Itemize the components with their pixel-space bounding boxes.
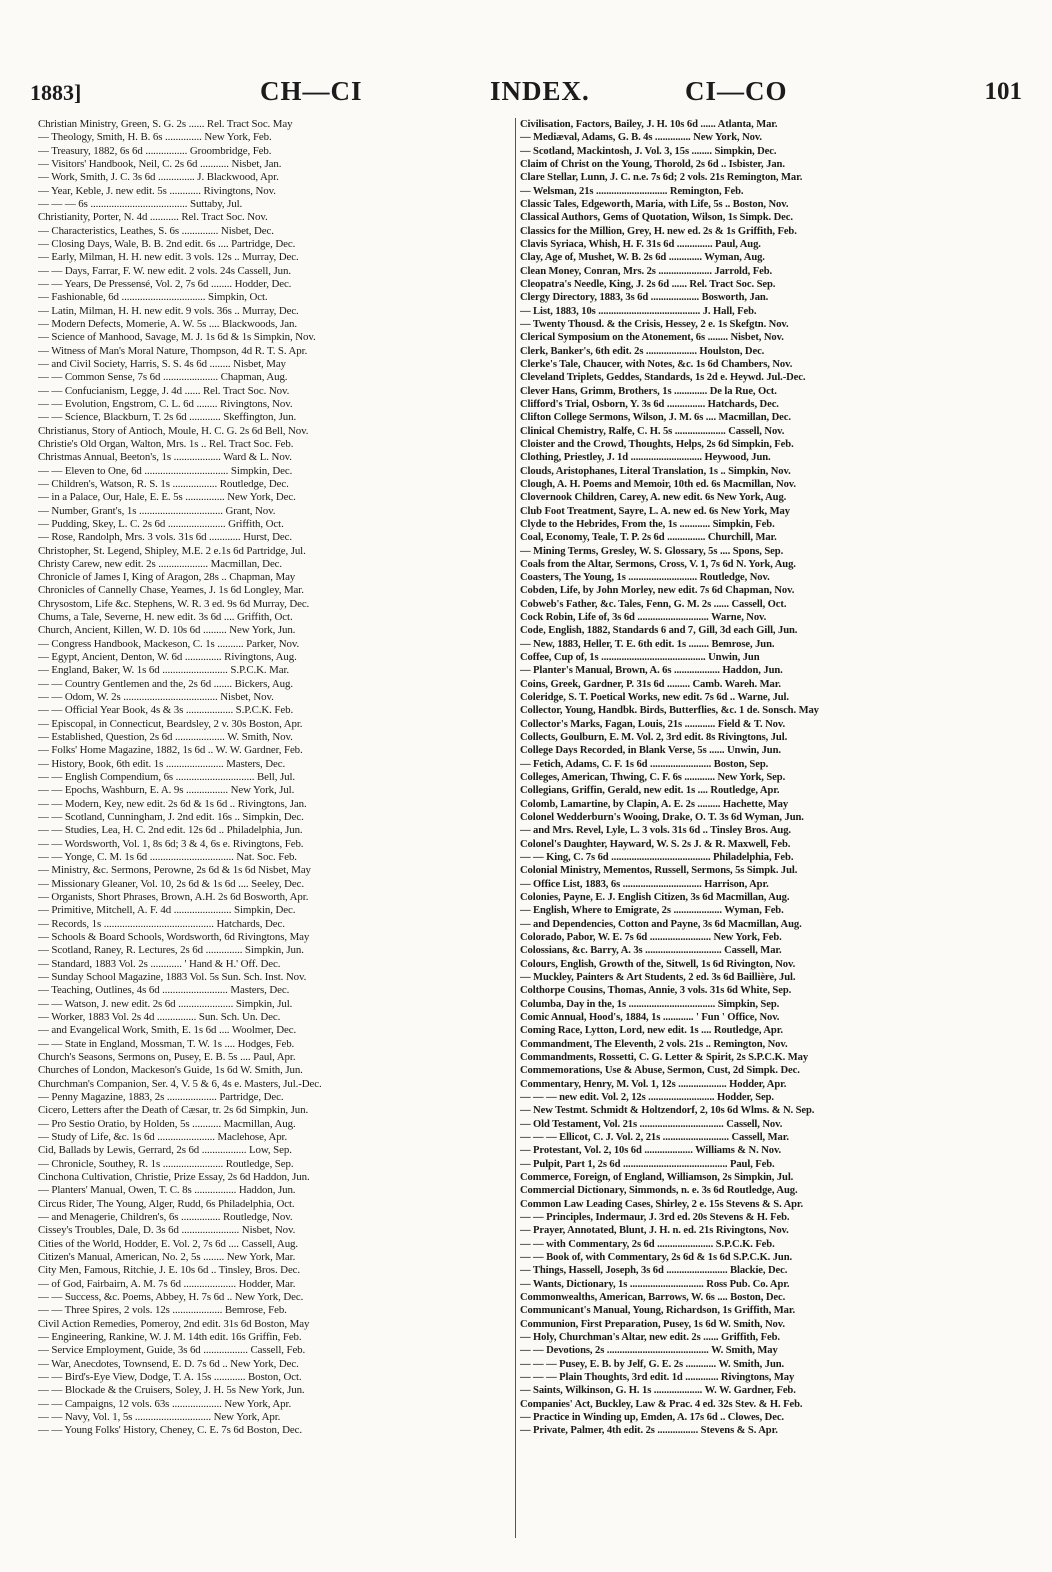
index-entry: Clinical Chemistry, Ralfe, C. H. 5s .................... Cassell, Nov.: [520, 425, 785, 437]
index-entry: — Prayer, Annotated, Blunt, J. H. n. ed. 21s Rivingtons, Nov.: [520, 1225, 789, 1237]
index-entry: — Twenty Thousd. & the Crisis, Hessey, 2 e. 1s Skefgtn. Nov.: [520, 318, 789, 330]
index-entry: — — — Ellicot, C. J. Vol. 2, 21s .......................... Cassell, Mar.: [520, 1131, 789, 1143]
index-entry: Colonel's Daughter, Hayward, W. S. 2s J. & R. Maxwell, Feb.: [520, 838, 791, 850]
index-entry: Chronicle of James I, King of Aragon, 28s .. Chapman, May: [38, 571, 296, 584]
index-entry: Christie's Old Organ, Walton, Mrs. 1s .. Rel. Tract Soc. Feb.: [38, 437, 294, 450]
index-entry: — English, Where to Emigrate, 2s ................... Wyman, Feb.: [520, 905, 784, 917]
index-entry: Cinchona Cultivation, Christie, Prize Essay, 2s 6d Haddon, Jun.: [38, 1170, 310, 1183]
index-entry: — — Watson, J. new edit. 2s 6d ..................... Simpkin, Jul.: [38, 997, 293, 1010]
index-entry: Columba, Day in the, 1s .................................. Simpkin, Sep.: [520, 998, 780, 1010]
index-entry: Coleridge, S. T. Poetical Works, new edit. 7s 6d .. Warne, Jul.: [520, 692, 789, 704]
index-entry: — Old Testament, Vol. 21s ................................. Cassell, Nov.: [520, 1118, 783, 1130]
index-entry: — Mediæval, Adams, G. B. 4s .............. New York, Nov.: [520, 132, 762, 144]
index-entry: — Work, Smith, J. C. 3s 6d .............. J. Blackwood, Apr.: [38, 171, 279, 184]
index-entry: Commandments, Rossetti, C. G. Letter & Spirit, 2s S.P.C.K. May: [520, 1051, 809, 1063]
index-entry: — Standard, 1883 Vol. 2s ............ ' Hand & H.' Off. Dec.: [38, 957, 281, 970]
index-entry: Commerce, Foreign, of England, Williamson, 2s Simpkin, Jul.: [520, 1171, 794, 1183]
index-entry: Colomb, Lamartine, by Clapin, A. E. 2s ......... Hachette, May: [520, 798, 789, 810]
index-entry: — Saints, Wilkinson, G. H. 1s ................... W. W. Gardner, Feb.: [520, 1385, 796, 1397]
index-entry: Clean Money, Conran, Mrs. 2s ..................... Jarrold, Feb.: [520, 265, 773, 277]
index-entry: Citizen's Manual, American, No. 2, 5s ........ New York, Mar.: [38, 1250, 296, 1263]
index-entry: — Pro Sestio Oratio, by Holden, 5s ........... Macmillan, Aug.: [38, 1117, 296, 1130]
index-entry: — — Official Year Book, 4s & 3s .................. S.P.C.K. Feb.: [38, 704, 294, 717]
index-entry: — Scotland, Raney, R. Lectures, 2s 6d .............. Simpkin, Jun.: [38, 944, 304, 957]
index-entry: Communion, First Preparation, Pusey, 1s 6d W. Smith, Nov.: [520, 1318, 785, 1330]
index-entry: Coming Race, Lytton, Lord, new edit. 1s .... Routledge, Apr.: [520, 1025, 783, 1037]
index-entry: Cloister and the Crowd, Thoughts, Helps, 2s 6d Simpkin, Feb.: [520, 438, 794, 450]
index-entry: — Primitive, Mitchell, A. F. 4d ...................... Simpkin, Dec.: [38, 904, 296, 917]
index-entry: Commandment, The Eleventh, 2 vols. 21s .. Remington, Nov.: [520, 1038, 788, 1050]
index-entry: — Witness of Man's Moral Nature, Thompson, 4d R. T. S. Apr.: [38, 344, 308, 357]
index-entry: — Fashionable, 6d ................................ Simpkin, Oct.: [38, 291, 268, 304]
index-entry: — and Menagerie, Children's, 6s ............... Routledge, Nov.: [38, 1210, 293, 1223]
index-entry: — — Confucianism, Legge, J. 4d ...... Rel. Tract Soc. Nov.: [38, 384, 290, 397]
index-entry: Cobden, Life, by John Morley, new edit. 7s 6d Chapman, Nov.: [520, 585, 795, 597]
index-entry: Clough, A. H. Poems and Memoir, 10th ed. 6s Macmillan, Nov.: [520, 478, 796, 490]
index-entry: Colleges, American, Thwing, C. F. 6s ............ New York, Sep.: [520, 772, 786, 784]
left-range-label: CH—CI: [260, 76, 363, 106]
index-entry: — Pudding, Skey, L. C. 2s 6d ...................... Griffith, Oct.: [38, 517, 284, 530]
index-entry: Clare Stellar, Lunn, J. C. n.e. 7s 6d; 2 vols. 21s Remington, Mar.: [520, 172, 803, 184]
index-entry: — — Eleven to One, 6d ................................ Simpkin, Dec.: [38, 464, 293, 477]
index-entry: — Office List, 1883, 6s ............................... Harrison, Apr.: [520, 878, 769, 890]
index-entry: — — Success, &c. Poems, Abbey, H. 7s 6d .. New York, Dec.: [38, 1290, 304, 1303]
index-entry: Cobweb's Father, &c. Tales, Fenn, G. M. 2s ...... Cassell, Oct.: [520, 598, 787, 610]
index-entry: Clay, Age of, Mushet, W. B. 2s 6d ............. Wyman, Aug.: [520, 252, 765, 264]
index-entry: Collegians, Griffin, Gerald, new edit. 1s .... Routledge, Apr.: [520, 785, 780, 797]
index-entry: — Things, Hassell, Joseph, 3s 6d ........................ Blackie, Dec.: [520, 1265, 788, 1277]
index-entry: Chums, a Tale, Severne, H. new edit. 3s 6d .... Griffith, Oct.: [38, 611, 293, 624]
index-entry: — — Odom, W. 2s .................................... Nisbet, Nov.: [38, 691, 274, 704]
index-entry: — Egypt, Ancient, Denton, W. 6d .............. Rivingtons, Aug.: [38, 651, 297, 664]
index-entry: — — Evolution, Engstrom, C. L. 6d ........ Rivingtons, Nov.: [38, 397, 293, 410]
index-entry: Claim of Christ on the Young, Thorold, 2s 6d .. Isbister, Jan.: [520, 158, 785, 170]
index-entry: — and Dependencies, Cotton and Payne, 3s 6d Macmillan, Aug.: [520, 918, 802, 930]
index-entry: — Early, Milman, H. H. new edit. 3 vols. 12s .. Murray, Dec.: [38, 251, 299, 264]
index-entry: — Year, Keble, J. new edit. 5s ............ Rivingtons, Nov.: [38, 184, 276, 197]
index-entry: — Number, Grant's, 1s ................................ Grant, Nov.: [38, 504, 276, 517]
index-entry: Cid, Ballads by Lewis, Gerrard, 2s 6d ................. Low, Sep.: [38, 1144, 292, 1157]
index-entry: — — Scotland, Cunningham, J. 2nd edit. 16s .. Simpkin, Dec.: [38, 811, 304, 824]
index-entry: Coals from the Altar, Sermons, Cross, V. 1, 7s 6d N. York, Aug.: [520, 558, 796, 570]
index-entry: Cleopatra's Needle, King, J. 2s 6d ...... Rel. Tract Soc. Sep.: [520, 278, 776, 290]
index-entry: Code, English, 1882, Standards 6 and 7, Gill, 3d each Gill, Jun.: [520, 625, 798, 637]
index-entry: — War, Anecdotes, Townsend, E. D. 7s 6d .. New York, Dec.: [38, 1357, 299, 1370]
index-entry: Clerical Symposium on the Atonement, 6s ........ Nisbet, Nov.: [520, 332, 784, 344]
index-entry: — in a Palace, Our, Hale, E. E. 5s ............... New York, Dec.: [38, 491, 296, 504]
index-entry: Christmas Annual, Beeton's, 1s .................. Ward & L. Nov.: [38, 451, 292, 464]
index-entry: — Sunday School Magazine, 1883 Vol. 5s Sun. Sch. Inst. Nov.: [38, 971, 307, 983]
index-entry: — Congress Handbook, Mackeson, C. 1s .......... Parker, Nov.: [38, 637, 300, 650]
index-entry: Communicant's Manual, Young, Richardson, 1s Griffith, Mar.: [520, 1305, 796, 1317]
index-entry: — — King, C. 7s 6d ....................................... Philadelphia, Feb.: [520, 852, 794, 864]
index-entry: — — — new edit. Vol. 2, 12s .......................... Hodder, Sep.: [520, 1091, 774, 1103]
index-entry: — England, Baker, W. 1s 6d ......................... S.P.C.K. Mar.: [38, 664, 290, 677]
index-entry: Colonial Ministry, Mementos, Russell, Sermons, 5s Simpk. Jul.: [520, 865, 798, 877]
index-entry: — Teaching, Outlines, 4s 6d ......................... Masters, Dec.: [38, 984, 290, 997]
index-entry: Cleveland Triplets, Geddes, Standards, 1s 2d e. Heywd. Jul.-Dec.: [520, 372, 806, 384]
index-entry: Commercial Dictionary, Simmonds, n. e. 3s 6d Routledge, Aug.: [520, 1185, 798, 1197]
index-entry: — — Country Gentlemen and the, 2s 6d ....... Bickers, Aug.: [38, 677, 293, 690]
index-entry: — Established, Question, 2s 6d ................... W. Smith, Nov.: [38, 731, 293, 744]
index-entry: — Episcopal, in Connecticut, Beardsley, 2 v. 30s Boston, Apr.: [38, 717, 303, 730]
index-entry: — Missionary Gleaner, Vol. 10, 2s 6d & 1s 6d .... Seeley, Dec.: [38, 877, 305, 890]
index-entry: — Study of Life, &c. 1s 6d ...................... Maclehose, Apr.: [38, 1130, 288, 1143]
index-entry: College Days Recorded, in Blank Verse, 5s ...... Unwin, Jun.: [520, 745, 781, 757]
index-entry: Clergy Directory, 1883, 3s 6d ................... Bosworth, Jan.: [520, 292, 769, 304]
index-entry: Classics for the Million, Grey, H. new ed. 2s & 1s Griffith, Feb.: [520, 225, 797, 237]
index-entry: — — Navy, Vol. 1, 5s ............................. New York, Apr.: [38, 1410, 281, 1423]
index-entry: — Planter's Manual, Brown, A. 6s .................. Haddon, Jun.: [520, 665, 783, 677]
index-entry: — — Science, Blackburn, T. 2s 6d ............ Skeffington, Jun.: [38, 411, 297, 424]
right-index-column: [520, 118, 1020, 1538]
index-entry: — Planters' Manual, Owen, T. C. 8s ................ Haddon, Jun.: [38, 1184, 296, 1197]
index-entry: — Chronicle, Southey, R. 1s ....................... Routledge, Sep.: [38, 1157, 294, 1170]
index-entry: — Latin, Milman, H. H. new edit. 9 vols. 36s .. Murray, Dec.: [38, 304, 299, 317]
index-entry: Coasters, The Young, 1s ........................... Routledge, Nov.: [520, 572, 770, 584]
index-entry: — Characteristics, Leathes, S. 6s .............. Nisbet, Dec.: [38, 224, 274, 237]
index-entry: — — Blockade & the Cruisers, Soley, J. H. 5s New York, Jun.: [38, 1384, 305, 1397]
index-entry: — Wants, Dictionary, 1s ............................. Ross Pub. Co. Apr.: [520, 1278, 790, 1290]
index-entry: Clerk, Banker's, 6th edit. 2s .................... Houlston, Dec.: [520, 345, 765, 357]
index-entry: — History, Book, 6th edit. 1s ...................... Masters, Dec.: [38, 757, 286, 770]
index-entry: — — — 6s ..................................... Suttaby, Jul.: [38, 197, 243, 210]
index-entry: Collects, Goulburn, E. M. Vol. 2, 3rd edit. 8s Rivingtons, Jul.: [520, 732, 788, 744]
index-entry: Commemorations, Use & Abuse, Sermon, Cust, 2d Simpk. Dec.: [520, 1065, 800, 1077]
index-entry: Cissey's Troubles, Dale, D. 3s 6d ...................... Nisbet, Nov.: [38, 1224, 296, 1237]
index-entry: Churches of London, Mackeson's Guide, 1s 6d W. Smith, Jun.: [38, 1064, 303, 1077]
index-entry: Colossians, &c. Barry, A. 3s .............................. Cassell, Mar.: [520, 945, 782, 957]
index-entry: Clifton College Sermons, Wilson, J. M. 6s .... Macmillan, Dec.: [520, 412, 791, 424]
index-entry: Commonwealths, American, Barrows, W. 6s .... Boston, Dec.: [520, 1291, 786, 1303]
index-entry: — Scotland, Mackintosh, J. Vol. 3, 15s ........ Simpkin, Dec.: [520, 145, 777, 157]
index-entry: Colours, English, Growth of the, Sitwell, 1s 6d Rivington, Nov.: [520, 958, 796, 970]
index-entry: Clothing, Priestley, J. 1d ............................ Heywood, Jun.: [520, 452, 771, 464]
index-entry: — Mining Terms, Gresley, W. S. Glossary, 5s .... Spons, Sep.: [520, 545, 784, 557]
index-entry: Christianus, Story of Antioch, Moule, H. C. G. 2s 6d Bell, Nov.: [38, 424, 309, 437]
index-entry: Church, Ancient, Killen, W. D. 10s 6d ......... New York, Jun.: [38, 624, 296, 637]
index-entry: Coffee, Cup of, 1s ......................................... Unwin, Jun: [520, 652, 760, 664]
index-entry: Clyde to the Hebrides, From the, 1s ............ Simpkin, Feb.: [520, 518, 775, 530]
index-entry: Church's Seasons, Sermons on, Pusey, E. B. 5s .... Paul, Apr.: [38, 1050, 296, 1063]
index-entry: — Children's, Watson, R. S. 1s ................. Routledge, Dec.: [38, 477, 289, 490]
index-entry: — — Young Folks' History, Cheney, C. E. 7s 6d Boston, Dec.: [38, 1424, 303, 1437]
index-entry: — — Epochs, Washburn, E. A. 9s ................ New York, Jul.: [38, 784, 295, 797]
index-entry: Christopher, St. Legend, Shipley, M.E. 2 e.1s 6d Partridge, Jul.: [38, 544, 306, 557]
index-entry: — — Days, Farrar, F. W. new edit. 2 vols. 24s Cassell, Jun.: [38, 264, 291, 277]
index-entry: Colonel Wedderburn's Wooing, Drake, O. T. 3s 6d Wyman, Jun.: [520, 812, 804, 824]
index-entry: Coins, Greek, Gardner, P. 31s 6d ......... Camb. Wareh. Mar.: [520, 678, 781, 690]
index-entry: Clavis Syriaca, Whish, H. F. 31s 6d .............. Paul, Aug.: [520, 238, 761, 250]
index-entry: Classical Authors, Gems of Quotation, Wilson, 1s Simpk. Dec.: [520, 212, 793, 224]
index-entry: — Closing Days, Wale, B. B. 2nd edit. 6s .... Partridge, Dec.: [38, 237, 296, 250]
index-entry: Chrysostom, Life &c. Stephens, W. R. 3 ed. 9s 6d Murray, Dec.: [38, 597, 310, 610]
index-entry: — — Three Spires, 2 vols. 12s ................... Bemrose, Feb.: [38, 1304, 287, 1317]
index-entry: Colorado, Pabor, W. E. 7s 6d ........................ New York, Feb.: [520, 932, 782, 944]
index-entry: — — Book of, with Commentary, 2s 6d & 1s 6d S.P.C.K. Jun.: [520, 1251, 793, 1263]
index-entry: — — — Plain Thoughts, 3rd edit. 1d ............. Rivingtons, May: [520, 1371, 795, 1383]
index-entry: Collector's Marks, Fagan, Louis, 21s ............ Field & T. Nov.: [520, 718, 786, 730]
index-entry: — — Years, De Pressensé, Vol. 2, 7s 6d ........ Hodder, Dec.: [38, 277, 292, 290]
index-entry: Clovernook Children, Carey, A. new edit. 6s New York, Aug.: [520, 492, 787, 504]
index-entry: Common Law Leading Cases, Shirley, 2 e. 15s Stevens & S. Apr.: [520, 1198, 804, 1210]
index-entry: City Men, Famous, Ritchie, J. E. 10s 6d .. Tinsley, Bros. Dec.: [38, 1264, 301, 1277]
index-entry: — Records, 1s .......................................... Hatchards, Dec.: [38, 917, 285, 930]
index-entry: — Ministry, &c. Sermons, Perowne, 2s 6d & 1s 6d Nisbet, May: [38, 864, 311, 877]
index-entry: — New Testmt. Schmidt & Holtzendorf, 2, 10s 6d Wlms. & N. Sep.: [520, 1105, 815, 1117]
index-entry: Cicero, Letters after the Death of Cæsar, tr. 2s 6d Simpkin, Jun.: [38, 1104, 309, 1117]
index-entry: Cock Robin, Life of, 3s 6d ............................ Warne, Nov.: [520, 612, 767, 624]
index-entry: — Penny Magazine, 1883, 2s ................... Partridge, Dec.: [38, 1090, 284, 1103]
index-entry: — of God, Fairbairn, A. M. 7s 6d .................... Hodder, Mar.: [38, 1277, 296, 1290]
index-entry: Commentary, Henry, M. Vol. 1, 12s ................... Hodder, Apr.: [520, 1078, 787, 1090]
column-divider: [515, 118, 516, 1538]
index-entry: Circus Rider, The Young, Alger, Rudd, 6s Philadelphia, Oct.: [38, 1197, 295, 1210]
index-entry: — Folks' Home Magazine, 1882, 1s 6d .. W. W. Gardner, Feb.: [38, 744, 303, 757]
index-entry: Colthorpe Cousins, Thomas, Annie, 3 vols. 31s 6d White, Sep.: [520, 985, 792, 997]
index-entry: Companies' Act, Buckley, Law & Prac. 4 ed. 32s Stev. & H. Feb.: [520, 1398, 803, 1410]
index-entry: — New, 1883, Heller, T. E. 6th edit. 1s ........ Bemrose, Jun.: [520, 638, 775, 650]
index-entry: — and Evangelical Work, Smith, E. 1s 6d .... Woolmer, Dec.: [38, 1024, 297, 1037]
index-entry: — — Modern, Key, new edit. 2s 6d & 1s 6d .. Rivingtons, Jan.: [38, 797, 307, 810]
index-entry: Civil Action Remedies, Pomeroy, 2nd edit. 31s 6d Boston, May: [38, 1317, 310, 1330]
index-entry: Cities of the World, Hodder, E. Vol. 2, 7s 6d .... Cassell, Aug.: [38, 1237, 299, 1250]
index-entry: Comic Annual, Hood's, 1884, 1s ............ ' Fun ' Office, Nov.: [520, 1011, 780, 1023]
index-entry: — Science of Manhood, Savage, M. J. 1s 6d & 1s Simpkin, Nov.: [38, 331, 316, 344]
right-range-label: CI—CO: [685, 76, 788, 106]
index-entry: — — English Compendium, 6s .............................. Bell, Jul.: [38, 771, 296, 784]
index-entry: Collector, Young, Handbk. Birds, Butterflies, &c. 1 de. Sonsch. May: [520, 705, 819, 717]
index-entry: — Schools & Board Schools, Wordsworth, 6d Rivingtons, May: [38, 931, 310, 944]
index-entry: — Holy, Churchman's Altar, new edit. 2s ...... Griffith, Feb.: [520, 1331, 780, 1343]
running-header: [30, 76, 1030, 110]
index-entry: — — Common Sense, 7s 6d ..................... Chapman, Aug.: [38, 371, 288, 384]
index-entry: — and Mrs. Revel, Lyle, L. 3 vols. 31s 6d .. Tinsley Bros. Aug.: [520, 825, 791, 837]
index-entry: Clever Hans, Grimm, Brothers, 1s ............. De la Rue, Oct.: [520, 385, 777, 397]
page-title: INDEX.: [490, 76, 590, 106]
index-entry: Classic Tales, Edgeworth, Maria, with Life, 5s .. Boston, Nov.: [520, 198, 789, 210]
index-entry: Clouds, Aristophanes, Literal Translation, 1s .. Simpkin, Nov.: [520, 465, 791, 477]
index-entry: — List, 1883, 10s ........................................ J. Hall, Feb.: [520, 305, 757, 317]
index-entry: — — Devotions, 2s ........................................ W. Smith, May: [520, 1345, 778, 1357]
index-entry: Club Foot Treatment, Sayre, L. A. new ed. 6s New York, May: [520, 505, 790, 517]
index-entry: — Engineering, Rankine, W. J. M. 14th edit. 16s Griffin, Feb.: [38, 1330, 302, 1343]
page-number: 101: [984, 78, 1022, 105]
index-entry: Chronicles of Cannelly Chase, Yeames, J. 1s 6d Longley, Mar.: [38, 584, 304, 597]
index-entry: — Protestant, Vol. 2, 10s 6d ................... Williams & N. Nov.: [520, 1145, 782, 1157]
left-index-column: [38, 118, 512, 1538]
index-entry: Christianity, Porter, N. 4d ........... Rel. Tract Soc. Nov.: [38, 211, 268, 224]
index-entry: — Modern Defects, Momerie, A. W. 5s .... Blackwoods, Jan.: [38, 317, 297, 330]
index-entry: — Private, Palmer, 4th edit. 2s ................ Stevens & S. Apr.: [520, 1425, 778, 1437]
index-entry: — — Principles, Indermaur, J. 3rd ed. 20s Stevens & H. Feb.: [520, 1211, 790, 1223]
index-entry: — — Bird's-Eye View, Dodge, T. A. 15s ............ Boston, Oct.: [38, 1370, 302, 1383]
index-entry: — — Campaigns, 12 vols. 63s ................... New York, Apr.: [38, 1397, 292, 1410]
index-entry: — Pulpit, Part 1, 2s 6d ......................................... Paul, Feb.: [520, 1158, 775, 1170]
index-entry: — — with Commentary, 2s 6d ...................... S.P.C.K. Feb.: [520, 1238, 775, 1250]
index-entry: — Muckley, Painters & Art Students, 2 ed. 3s 6d Baillière, Jul.: [520, 972, 796, 983]
index-entry: Colonies, Payne, E. J. English Citizen, 3s 6d Macmillan, Aug.: [520, 892, 790, 904]
index-entry: Clifford's Trial, Osborn, Y. 3s 6d ............... Hatchards, Dec.: [520, 398, 779, 410]
index-entry: Christian Ministry, Green, S. G. 2s ...... Rel. Tract Soc. May: [38, 118, 293, 130]
index-entry: — — Studies, Lea, H. C. 2nd edit. 12s 6d .. Philadelphia, Jun.: [38, 824, 303, 837]
index-entry: Clerke's Tale, Chaucer, with Notes, &c. 1s 6d Chambers, Nov.: [520, 358, 793, 370]
index-entry: — Worker, 1883 Vol. 2s 4d ............... Sun. Sch. Un. Dec.: [38, 1010, 281, 1023]
index-entry: — — Yonge, C. M. 1s 6d ................................ Nat. Soc. Feb.: [38, 851, 297, 864]
index-entry: — Rose, Randolph, Mrs. 3 vols. 31s 6d ............ Hurst, Dec.: [38, 531, 292, 544]
index-entry: — Service Employment, Guide, 3s 6d ................. Cassell, Feb.: [38, 1344, 306, 1357]
index-entry: — Welsman, 21s ............................ Remington, Feb.: [520, 185, 744, 197]
year-label: 1883]: [30, 80, 82, 105]
index-entry: — Organists, Short Phrases, Brown, A.H. 2s 6d Bosworth, Apr.: [38, 891, 309, 904]
index-entry: Christy Carew, new edit. 2s ................... Macmillan, Dec.: [38, 557, 283, 570]
index-entry: — and Civil Society, Harris, S. S. 4s 6d ........ Nisbet, May: [38, 357, 286, 370]
index-entry: — Treasury, 1882, 6s 6d ................ Groombridge, Feb.: [38, 144, 272, 157]
index-entry: — — — Pusey, E. B. by Jelf, G. E. 2s ............ W. Smith, Jun.: [520, 1358, 785, 1370]
index-entry: — Fetich, Adams, C. F. 1s 6d ........................ Boston, Sep.: [520, 758, 769, 770]
index-entry: Coal, Economy, Teale, T. P. 2s 6d ............... Churchill, Mar.: [520, 532, 777, 544]
index-entry: — Theology, Smith, H. B. 6s .............. New York, Feb.: [38, 131, 272, 144]
index-entry: — Visitors' Handbook, Neil, C. 2s 6d ........... Nisbet, Jan.: [38, 157, 282, 170]
index-entry: — — State in England, Mossman, T. W. 1s .... Hodges, Feb.: [38, 1037, 295, 1050]
index-entry: Churchman's Companion, Ser. 4, V. 5 & 6, 4s e. Masters, Jul.-Dec.: [38, 1077, 322, 1090]
index-entry: Civilisation, Factors, Bailey, J. H. 10s 6d ...... Atlanta, Mar.: [520, 119, 778, 130]
index-entry: — Practice in Winding up, Emden, A. 17s 6d .. Clowes, Dec.: [520, 1411, 784, 1423]
index-entry: — — Wordsworth, Vol. 1, 8s 6d; 3 & 4, 6s e. Rivingtons, Feb.: [38, 837, 304, 850]
